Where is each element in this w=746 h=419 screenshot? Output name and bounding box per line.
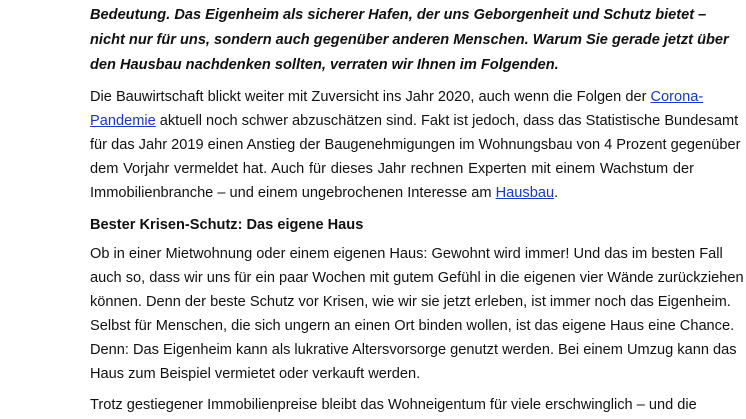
para2-line-5: Denn: Das Eigenheim kann als lukrative Altersvorsorge genutzt werden. Bei einem Umzug kann das [90, 342, 737, 358]
para2-line-3: können. Denn der beste Schutz vor Krisen, wie wir sie jetzt erleben, ist immer noch das Eigenheim. [90, 294, 731, 310]
intro-line-3: den Hausbau nachdenken sollten, verraten wir Ihnen im Folgenden. [90, 57, 559, 73]
para2-line-6: Haus zum Beispiel vermietet oder verkauft werden. [90, 366, 421, 382]
corona-pandemie-link[interactable]: Corona- [650, 89, 704, 105]
para1-line-2-text: aktuell noch schwer abzuschätzen sind. Fakt ist jedoch, dass das Statistische Bundesamt [155, 113, 739, 129]
intro-line-1: Bedeutung. Das Eigenheim als sicherer Hafen, der uns Geborgenheit und Schutz bietet – [90, 7, 707, 23]
para2-line-2: auch so, dass wir uns für ein paar Wochen mit gutem Gefühl in die eigenen vier Wände zurückziehen [90, 270, 744, 286]
para3-line-1: Trotz gestiegener Immobilienpreise bleibt das Wohneigentum für viele erschwinglich – und die [90, 397, 697, 413]
para1-line-3: für das Jahr 2019 einen Anstieg der Baugenehmigungen im Wohnungsbau von 4 Prozent gegenüber [90, 137, 741, 153]
para1-line-1 [90, 88, 704, 106]
corona-pandemie-link-cont[interactable]: Pandemie [90, 113, 156, 129]
para1-line-5-end: . [554, 185, 559, 201]
para1-line-2 [90, 112, 739, 130]
para1-line-1-text: Die Bauwirtschaft blickt weiter mit Zuversicht ins Jahr 2020, auch wenn die Folgen der [90, 89, 647, 105]
para1-line-5 [90, 184, 694, 202]
para2-line-4: Selbst für Menschen, die sich ungern an einen Ort binden wollen, ist das eigene Haus eine Chance. [90, 318, 735, 334]
section-heading: Bester Krisen-Schutz: Das eigene Haus [90, 217, 364, 233]
hausbau-link[interactable]: Hausbau [495, 185, 555, 201]
para1-line-4: dem Vorjahr vermeldet hat. Auch für dieses Jahr rechnen Experten mit einem Wachstum der [90, 161, 694, 177]
para2-line-1: Ob in einer Mietwohnung oder einem eigenen Haus: Gewohnt wird immer! Und das im besten Fall [90, 246, 723, 262]
para1-line-5-text: Immobilienbranche – und einem ungebrochenen Interesse am [90, 185, 496, 201]
intro-line-2: nicht nur für uns, sondern auch gegenüber anderen Menschen. Warum Sie gerade jetzt über [90, 32, 729, 48]
